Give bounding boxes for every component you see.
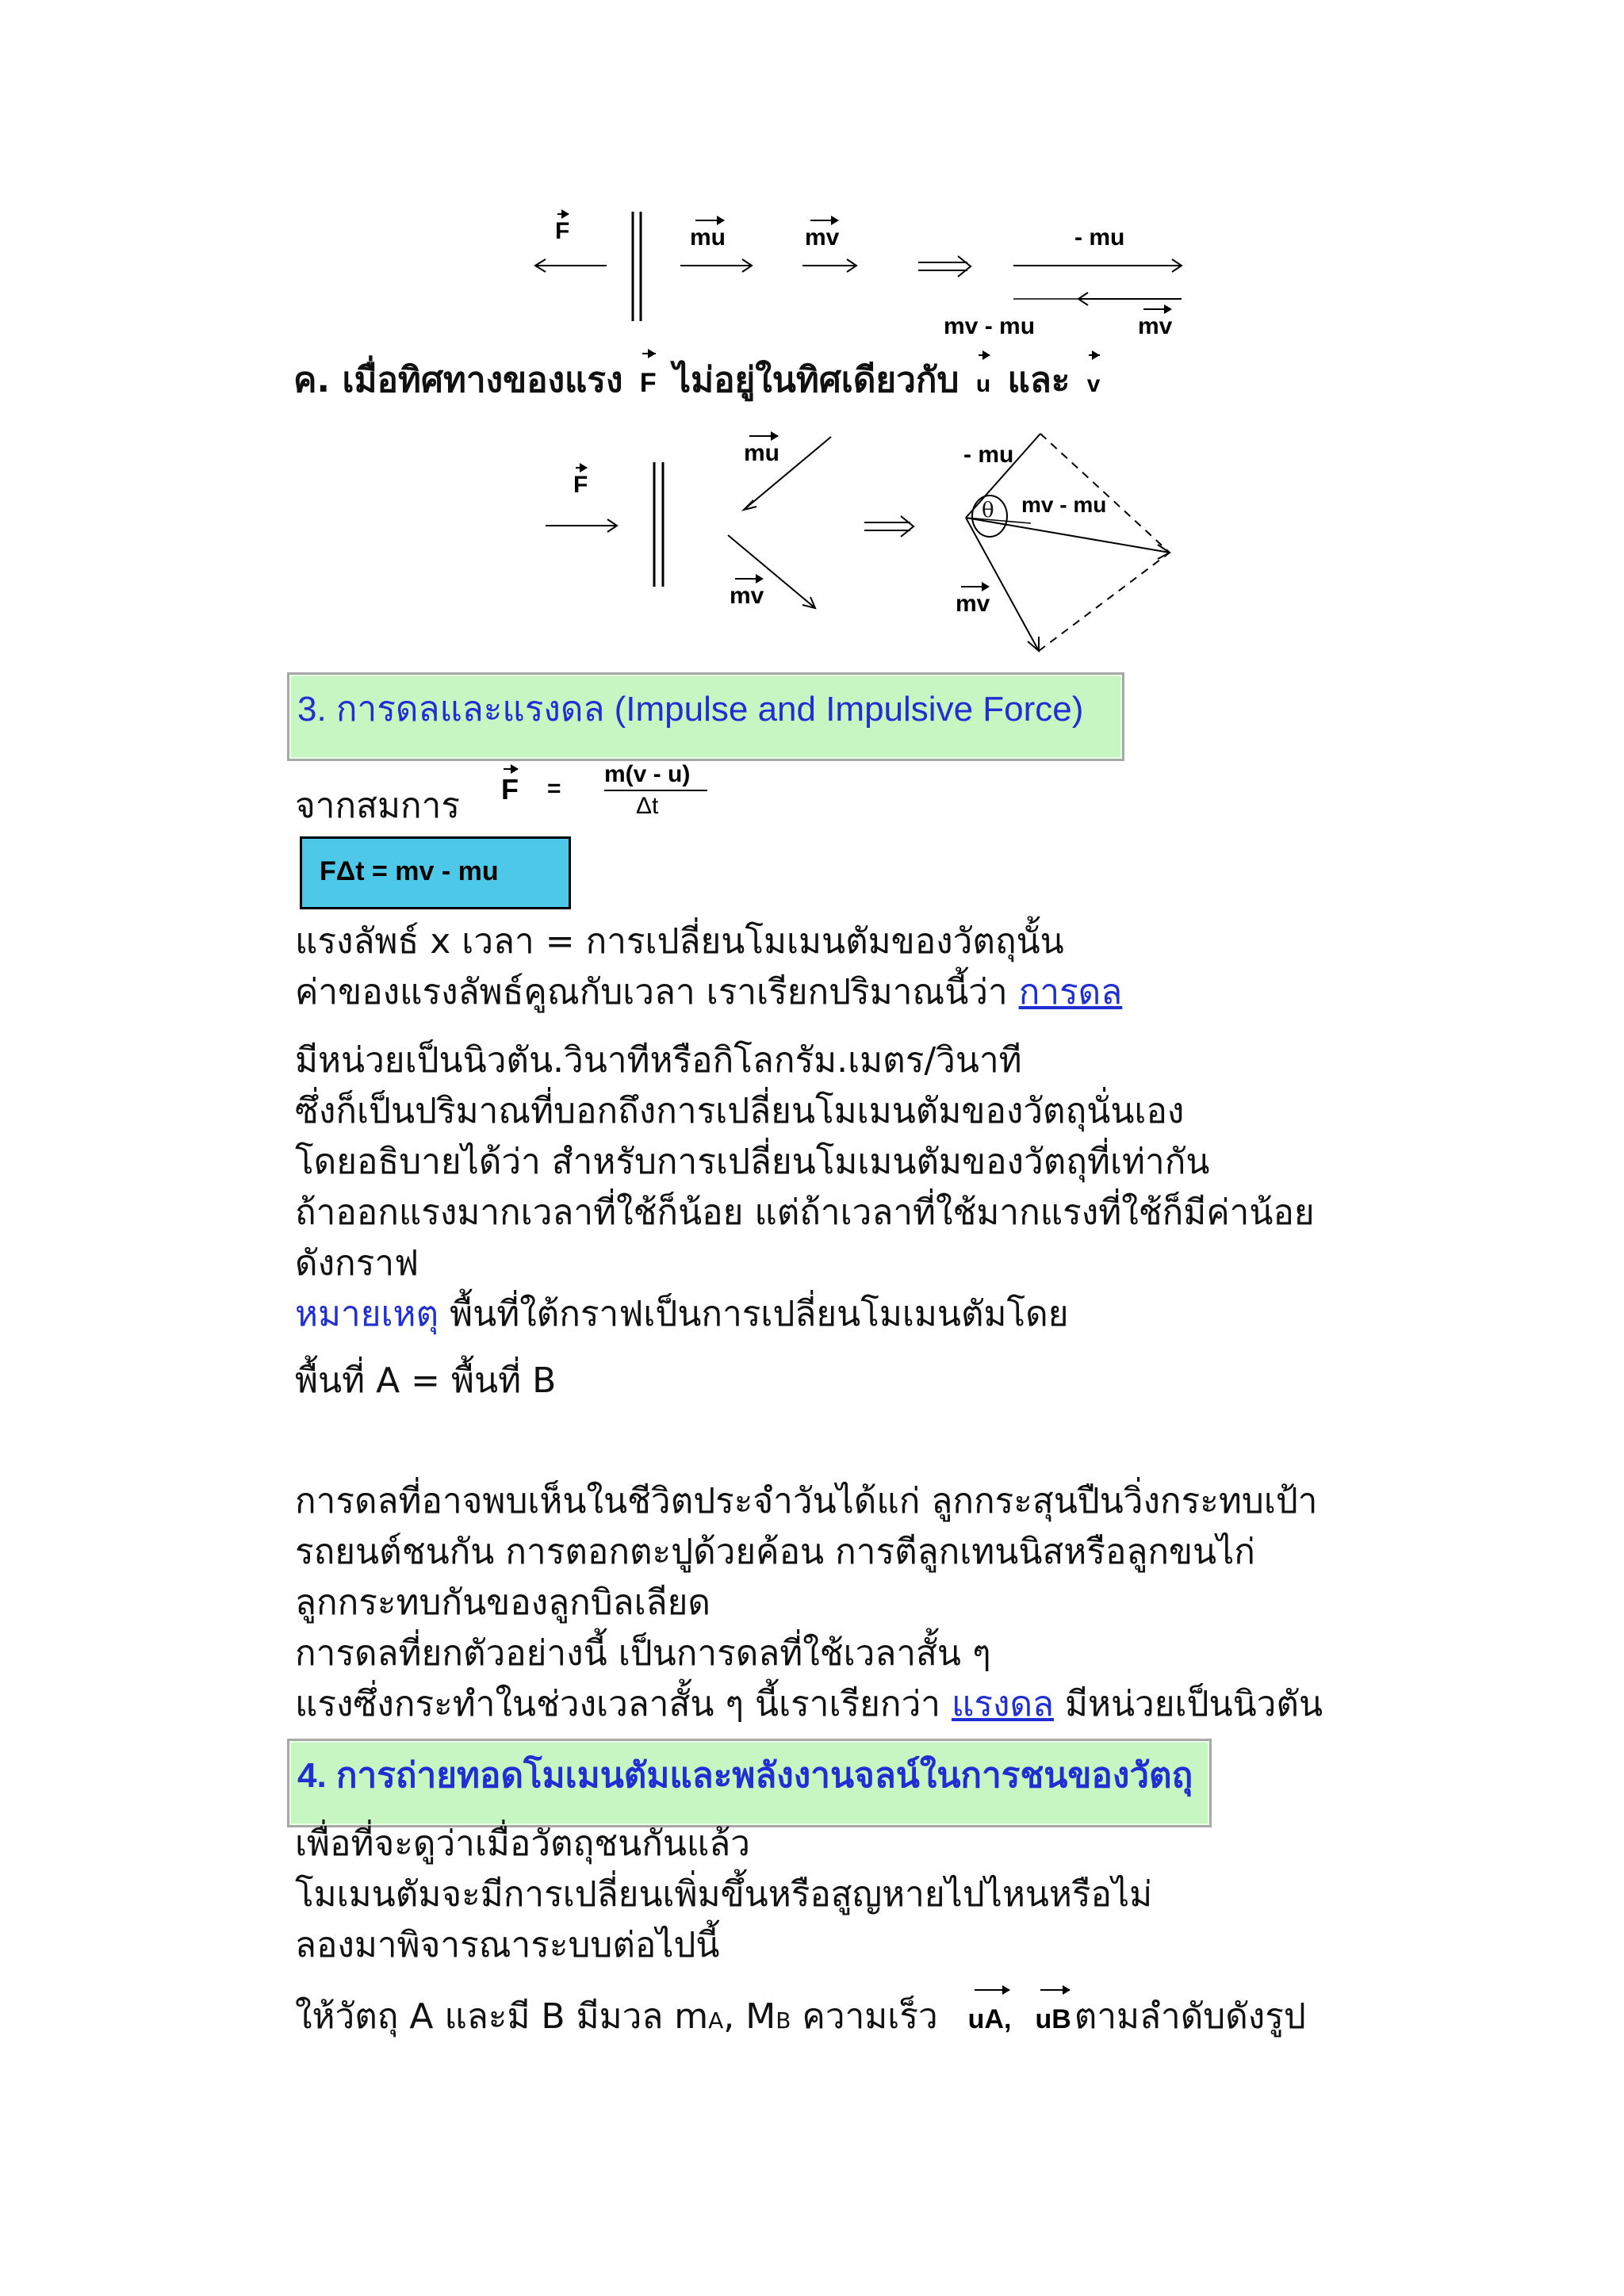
equation-lhs: F	[501, 773, 519, 806]
case-c-line	[293, 355, 1105, 410]
para2-line1: การดลที่อาจพบเห็นในชีวิตประจำวันได้แก่ ลูกกระสุนปืนวิ่งกระทบเป้า	[295, 1481, 1318, 1521]
equation-intro-text: จากสมการ	[295, 786, 460, 826]
case-c-u: u	[976, 371, 990, 397]
case-c-v: v	[1087, 371, 1101, 397]
para3-line4-mid: ความเร็ว	[791, 1996, 938, 2037]
case-c-and: และ	[1007, 360, 1071, 400]
ub-vector: uB	[1035, 2004, 1071, 2034]
impulse-link[interactable]: การดล	[1018, 972, 1123, 1012]
mu-label: mu	[690, 224, 726, 251]
equation-fraction-bar	[604, 790, 707, 791]
para2-line4: การดลที่ยกตัวอย่างนี้ เป็นการดลที่ใช้เวลาสั้น ๆ	[295, 1633, 991, 1674]
force-label-2: F	[573, 472, 588, 498]
para1-line6: ถ้าออกแรงมากเวลาที่ใช้ก็น้อย แต่ถ้าเวลาที่ใช้มากแรงที่ใช้ก็มีค่าน้อย	[295, 1192, 1315, 1233]
mv-corner-label: mv	[956, 591, 990, 617]
para2-line5-suffix: มีหน่วยเป็นนิวตัน	[1053, 1684, 1323, 1724]
equation-intro	[295, 781, 460, 832]
result-label-2: mv - mu	[1021, 492, 1107, 517]
section4-heading-text: 4. การถ่ายทอดโมเมนตัมและพลังงานจลน์ในการชนของวัตถุ	[297, 1756, 1193, 1795]
para2-line3: ลูกกระทบกันของลูกบิลเลียด	[295, 1582, 711, 1623]
theta-symbol: θ	[982, 499, 994, 522]
neg-mu-label-2: - mu	[963, 442, 1014, 468]
para1-line5: โดยอธิบายได้ว่า สำหรับการเปลี่ยนโมเมนตัมของวัตถุที่เท่ากัน	[295, 1142, 1210, 1182]
para2-line2: รถยนต์ชนกัน การตอกตะปูด้วยค้อน การตีลูกเทนนิสหรือลูกขนไก่	[295, 1532, 1255, 1572]
mu-label-2: mu	[744, 440, 779, 466]
para3-line4	[295, 1992, 1306, 2046]
neg-mu-label: - mu	[1074, 224, 1125, 251]
oblique-diagram-svg	[523, 424, 1197, 662]
mv-label-2: mv	[730, 583, 764, 609]
oblique-vector-diagram	[523, 424, 1197, 662]
para3-line4-prefix: ให้วัตถุ A และมี B มีมวล m	[295, 1996, 709, 2037]
result-eq-label: mv - mu	[944, 313, 1036, 339]
para3-line4-suffix: ตามลำดับดังรูป	[1074, 1996, 1306, 2037]
para2-line5-prefix: แรงซึ่งกระทำในช่วงเวลาสั้น ๆ นี้เราเรียกว่า	[295, 1684, 952, 1724]
collinear-vector-diagram	[523, 202, 1197, 345]
para1-line1: แรงลัพธ์ x เวลา = การเปลี่ยนโมเมนตัมของวัตถุนั้น	[295, 921, 1064, 962]
para2-line5	[295, 1679, 1323, 1730]
para1-line2	[295, 967, 1122, 1018]
section4-heading	[287, 1739, 1212, 1827]
section3-heading	[287, 672, 1124, 761]
case-c-prefix: ค. เมื่อทิศทางของแรง	[293, 360, 623, 400]
para1-line4: ซึ่งก็เป็นปริมาณที่บอกถึงการเปลี่ยนโมเมนตัมของวัตถุนั่นเอง	[295, 1091, 1185, 1131]
collinear-diagram-svg	[523, 202, 1197, 345]
impulse-formula-box	[300, 836, 571, 909]
result-mv-label: mv	[1138, 313, 1173, 339]
subscript-b: B	[776, 2007, 791, 2034]
para1-line7: ดังกราฟ	[295, 1243, 419, 1284]
subscript-a: A	[708, 2007, 724, 2034]
case-c-middle: ไม่อยู่ในทิศเดียวกับ	[672, 360, 959, 400]
impulsive-force-link[interactable]: แรงดล	[951, 1684, 1054, 1724]
note-text: พื้นที่ใต้กราฟเป็นการเปลี่ยนโมเมนตัมโดย	[439, 1294, 1069, 1334]
case-c-force: F	[640, 368, 657, 398]
equation-numerator: m(v - u)	[604, 761, 691, 787]
para3-line3: ลองมาพิจารณาระบบต่อไปนี้	[295, 1925, 720, 1965]
para1-note	[295, 1289, 1069, 1340]
note-label: หมายเหตุ	[295, 1294, 439, 1334]
section3-heading-text: 3. การดลและแรงดล (Impulse and Impulsive Force)	[297, 690, 1084, 729]
para1-line2-text: ค่าของแรงลัพธ์คูณกับเวลา เราเรียกปริมาณนี้ว่า	[295, 972, 1019, 1012]
ua-vector: uA,	[968, 2004, 1012, 2034]
impulse-formula-text: FΔt = mv - mu	[320, 856, 499, 886]
equation-equals: =	[547, 775, 561, 802]
force-label: F	[555, 218, 570, 244]
para3-line1: เพื่อที่จะดูว่าเมื่อวัตถุชนกันแล้ว	[295, 1823, 750, 1864]
equation-denominator: Δt	[636, 793, 659, 819]
para3-comma: , M	[723, 1996, 776, 2037]
para1-line9: พื้นที่ A = พื้นที่ B	[295, 1360, 557, 1401]
para3-line2: โมเมนตัมจะมีการเปลี่ยนเพิ่มขึ้นหรือสูญหายไปไหนหรือไม่	[295, 1874, 1153, 1915]
para1-line3: มีหน่วยเป็นนิวตัน.วินาทีหรือกิโลกรัม.เมตร/วินาที	[295, 1040, 1022, 1081]
mv-label: mv	[805, 224, 840, 251]
